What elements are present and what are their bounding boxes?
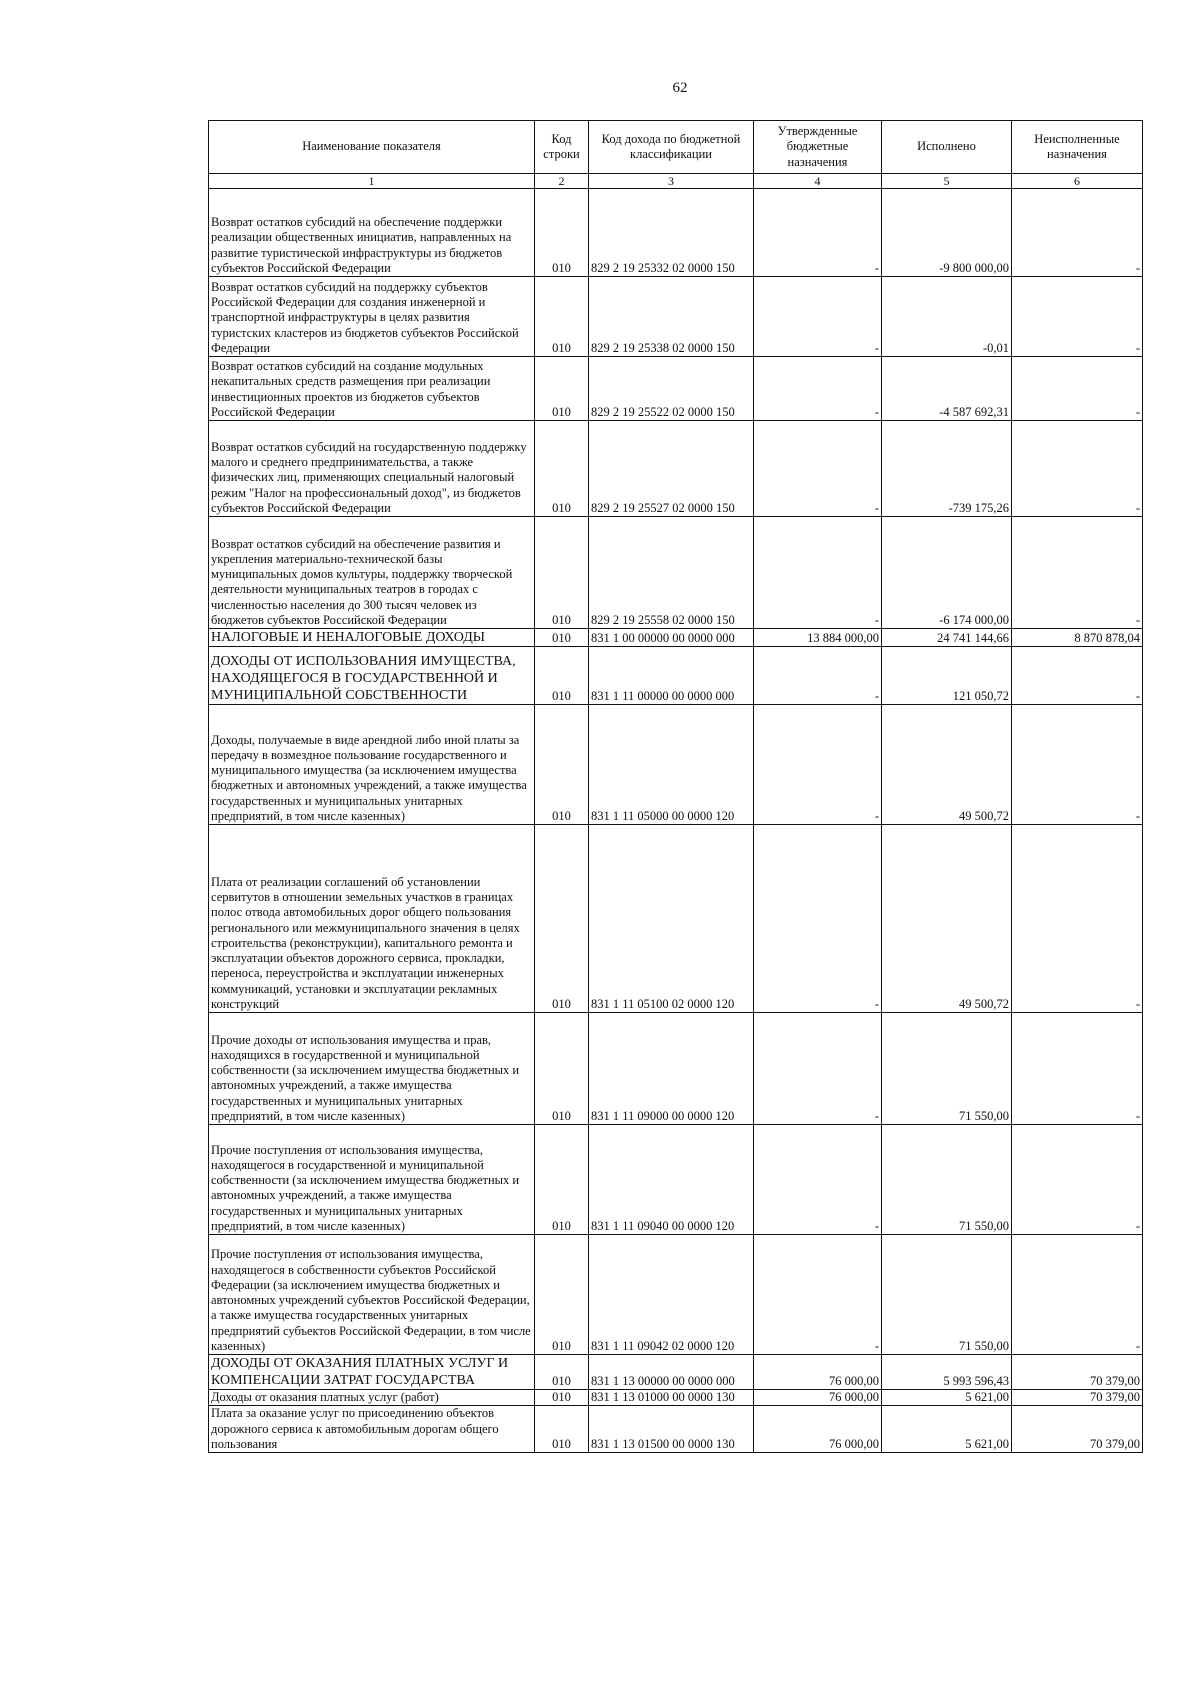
line-code: 010 [535,277,589,357]
unexecuted-value: - [1012,277,1143,357]
budget-code: 831 1 11 05100 02 0000 120 [589,825,754,1013]
executed-value: 121 050,72 [882,647,1012,705]
header-approved: Утвержденные бюджетные назначения [754,121,882,174]
table-row [209,1013,1143,1125]
indicator-name: Прочие доходы от использования имущества и прав, находящихся в государственной и муниципальной собственности (за исключением имущества бюджетных и автономных учреждений, а также имущества государственных и муниципальных унитарных предприятий, в том числе казенных) [209,1013,535,1125]
executed-value: 49 500,72 [882,825,1012,1013]
approved-value: - [754,647,882,705]
table-row [209,825,1143,1013]
indicator-name: Возврат остатков субсидий на государственную поддержку малого и среднего предпринимательства, а также физических лиц, применяющих специальный налоговый режим "Налог на профессиональный доход", из бюджетов субъектов Российской Федерации [209,421,535,517]
budget-code: 831 1 13 01500 00 0000 130 [589,1406,754,1453]
table-body [209,189,1143,1453]
budget-code: 829 2 19 25558 02 0000 150 [589,517,754,629]
indicator-name: Прочие поступления от использования имущества, находящегося в государственной и муниципальной собственности (за исключением имущества бюджетных и автономных учреждений, а также имущества государственных и муниципальных унитарных предприятий, в том числе казенных) [209,1125,535,1235]
budget-code: 831 1 11 00000 00 0000 000 [589,647,754,705]
indicator-name: Возврат остатков субсидий на обеспечение развития и укрепления материально-технической базы муниципальных домов культуры, поддержку творческой деятельности муниципальных театров в городах с численностью населения до 300 тысяч человек из бюджетов субъектов Российской Федерации [209,517,535,629]
table-row [209,517,1143,629]
line-code: 010 [535,517,589,629]
unexecuted-value: - [1012,1013,1143,1125]
header-row [209,121,1143,174]
indicator-name: Плата от реализации соглашений об установлении сервитутов в отношении земельных участков в границах полос отвода автомобильных дорог общего пользования регионального или межмуниципального значения в целях строительства (реконструкции), капитального ремонта и эксплуатации объектов дорожного сервиса, прокладки, переноса, переустройства и эксплуатации инженерных коммуникаций, установки и эксплуатации рекламных конструкций [209,825,535,1013]
table-row [209,421,1143,517]
table-row [209,277,1143,357]
indicator-name: ДОХОДЫ ОТ ИСПОЛЬЗОВАНИЯ ИМУЩЕСТВА, НАХОДЯЩЕГОСЯ В ГОСУДАРСТВЕННОЙ И МУНИЦИПАЛЬНОЙ СОБСТВЕННОСТИ [209,647,535,705]
page-number: 62 [672,80,688,96]
line-code: 010 [535,421,589,517]
table-row [209,1390,1143,1406]
line-code: 010 [535,357,589,421]
budget-code: 829 2 19 25527 02 0000 150 [589,421,754,517]
approved-value: - [754,825,882,1013]
column-number: 1 [209,174,535,189]
indicator-name: ДОХОДЫ ОТ ОКАЗАНИЯ ПЛАТНЫХ УСЛУГ И КОМПЕНСАЦИИ ЗАТРАТ ГОСУДАРСТВА [209,1355,535,1390]
header-executed: Исполнено [882,121,1012,174]
approved-value: 76 000,00 [754,1406,882,1453]
column-number: 4 [754,174,882,189]
table-row [209,705,1143,825]
table-row [209,629,1143,647]
table-row [209,1235,1143,1355]
budget-code: 831 1 00 00000 00 0000 000 [589,629,754,647]
approved-value: - [754,357,882,421]
approved-value: - [754,421,882,517]
executed-value: -6 174 000,00 [882,517,1012,629]
unexecuted-value: - [1012,1235,1143,1355]
budget-code: 831 1 13 00000 00 0000 000 [589,1355,754,1390]
approved-value: 76 000,00 [754,1390,882,1406]
unexecuted-value: 8 870 878,04 [1012,629,1143,647]
indicator-name: Возврат остатков субсидий на поддержку субъектов Российской Федерации для создания инженерной и транспортной инфраструктуры в целях развития туристских кластеров из бюджетов субъектов Российской Федерации [209,277,535,357]
table-row [209,1355,1143,1390]
budget-code: 831 1 11 09000 00 0000 120 [589,1013,754,1125]
budget-code: 831 1 11 09042 02 0000 120 [589,1235,754,1355]
table-row [209,357,1143,421]
budget-code: 831 1 11 05000 00 0000 120 [589,705,754,825]
executed-value: 71 550,00 [882,1235,1012,1355]
line-code: 010 [535,189,589,277]
line-code: 010 [535,1235,589,1355]
approved-value: - [754,1125,882,1235]
header-unexecuted: Неисполненные назначения [1012,121,1143,174]
line-code: 010 [535,1013,589,1125]
unexecuted-value: - [1012,825,1143,1013]
approved-value: - [754,1013,882,1125]
approved-value: - [754,277,882,357]
executed-value: 5 621,00 [882,1406,1012,1453]
column-number: 2 [535,174,589,189]
column-number: 5 [882,174,1012,189]
indicator-name: Доходы, получаемые в виде арендной либо иной платы за передачу в возмездное пользование государственного и муниципального имущества (за исключением имущества бюджетных и автономных учреждений, а также имущества государственных и муниципальных унитарных предприятий, в том числе казенных) [209,705,535,825]
executed-value: -9 800 000,00 [882,189,1012,277]
executed-value: 71 550,00 [882,1125,1012,1235]
line-code: 010 [535,1355,589,1390]
unexecuted-value: 70 379,00 [1012,1406,1143,1453]
line-code: 010 [535,1125,589,1235]
approved-value: - [754,705,882,825]
approved-value: - [754,517,882,629]
line-code: 010 [535,1390,589,1406]
indicator-name: НАЛОГОВЫЕ И НЕНАЛОГОВЫЕ ДОХОДЫ [209,629,535,647]
budget-code: 829 2 19 25522 02 0000 150 [589,357,754,421]
budget-code: 829 2 19 25338 02 0000 150 [589,277,754,357]
header-line-code: Код строки [535,121,589,174]
line-code: 010 [535,825,589,1013]
approved-value: - [754,189,882,277]
table-row [209,189,1143,277]
approved-value: 13 884 000,00 [754,629,882,647]
approved-value: 76 000,00 [754,1355,882,1390]
income-report-table [208,120,1143,1453]
unexecuted-value: - [1012,517,1143,629]
table-row [209,647,1143,705]
column-number-row [209,174,1143,189]
indicator-name: Прочие поступления от использования имущества, находящегося в собственности субъектов Российской Федерации (за исключением имущества бюджетных и автономных учреждений субъектов Российской Федерации, а также имущества государственных унитарных предприятий субъектов Российской Федерации, в том числе казенных) [209,1235,535,1355]
unexecuted-value: - [1012,1125,1143,1235]
unexecuted-value: 70 379,00 [1012,1355,1143,1390]
unexecuted-value: - [1012,189,1143,277]
column-number: 6 [1012,174,1143,189]
executed-value: -0,01 [882,277,1012,357]
unexecuted-value: - [1012,647,1143,705]
header-budget-code: Код дохода по бюджетной классификации [589,121,754,174]
executed-value: -739 175,26 [882,421,1012,517]
line-code: 010 [535,1406,589,1453]
approved-value: - [754,1235,882,1355]
executed-value: 71 550,00 [882,1013,1012,1125]
indicator-name: Доходы от оказания платных услуг (работ) [209,1390,535,1406]
indicator-name: Возврат остатков субсидий на обеспечение поддержки реализации общественных инициатив, направленных на развитие туристической инфраструктуры из бюджетов субъектов Российской Федерации [209,189,535,277]
unexecuted-value: - [1012,357,1143,421]
header-indicator-name: Наименование показателя [209,121,535,174]
budget-code: 829 2 19 25332 02 0000 150 [589,189,754,277]
line-code: 010 [535,705,589,825]
column-number: 3 [589,174,754,189]
executed-value: 5 621,00 [882,1390,1012,1406]
indicator-name: Возврат остатков субсидий на создание модульных некапитальных средств размещения при реализации инвестиционных проектов из бюджетов субъектов Российской Федерации [209,357,535,421]
indicator-name: Плата за оказание услуг по присоединению объектов дорожного сервиса к автомобильным дорогам общего пользования [209,1406,535,1453]
executed-value: 49 500,72 [882,705,1012,825]
unexecuted-value: - [1012,705,1143,825]
unexecuted-value: - [1012,421,1143,517]
executed-value: 5 993 596,43 [882,1355,1012,1390]
line-code: 010 [535,647,589,705]
executed-value: -4 587 692,31 [882,357,1012,421]
table-row [209,1406,1143,1453]
budget-code: 831 1 11 09040 00 0000 120 [589,1125,754,1235]
line-code: 010 [535,629,589,647]
budget-code: 831 1 13 01000 00 0000 130 [589,1390,754,1406]
unexecuted-value: 70 379,00 [1012,1390,1143,1406]
table-row [209,1125,1143,1235]
executed-value: 24 741 144,66 [882,629,1012,647]
